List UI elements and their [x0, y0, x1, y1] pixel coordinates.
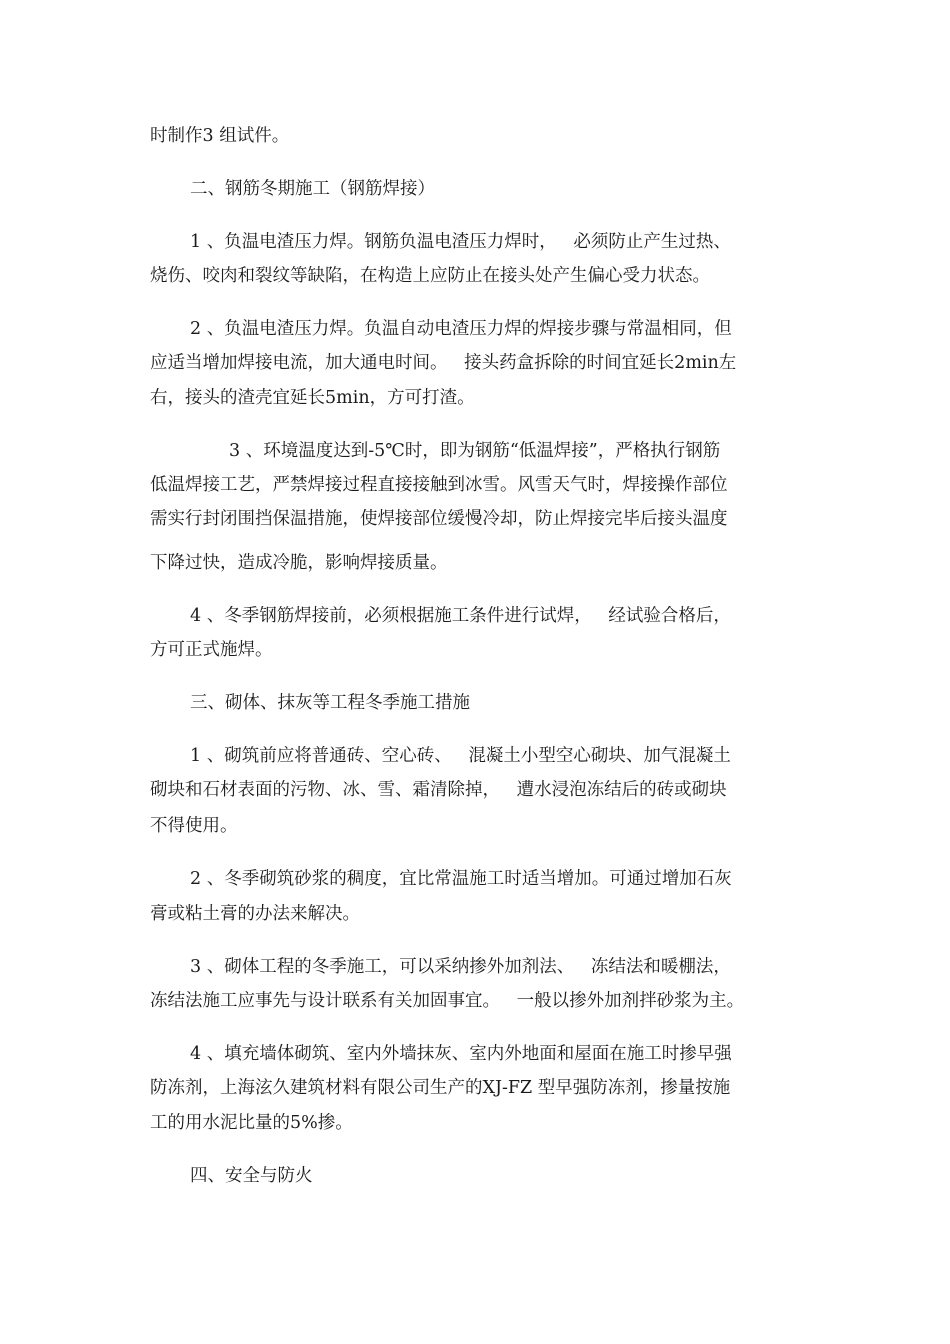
section-heading: 四、安全与防火: [190, 1166, 313, 1186]
text-line: 1 、砌筑前应将普通砖、空心砖、 混凝土小型空心砌块、加气混凝土: [190, 746, 731, 766]
text-line: 不得使用。: [150, 816, 238, 836]
text-line: 2 、负温电渣压力焊。负温自动电渣压力焊的焊接步骤与常温相同，但: [190, 319, 732, 339]
text-line: 膏或粘土膏的办法来解决。: [150, 904, 360, 924]
text-line: 右，接头的渣壳宜延长5min，方可打渣。: [150, 388, 475, 408]
text-line: 应适当增加焊接电流，加大通电时间。 接头药盒拆除的时间宜延长2min左: [150, 353, 737, 373]
text-line: 烧伤、咬肉和裂纹等缺陷，在构造上应防止在接头处产生偏心受力状态。: [150, 266, 710, 286]
text-line: 时制作3 组试件。: [150, 126, 290, 146]
text-line: 工的用水泥比量的5%掺。: [150, 1113, 353, 1133]
text-line: 冻结法施工应事先与设计联系有关加固事宜。 一般以掺外加剂拌砂浆为主。: [150, 991, 745, 1011]
text-line: 1 、负温电渣压力焊。钢筋负温电渣压力焊时， 必须防止产生过热、: [190, 232, 731, 252]
text-line: 需实行封闭围挡保温措施，使焊接部位缓慢冷却，防止焊接完毕后接头温度: [150, 509, 728, 529]
text-line: 方可正式施焊。: [150, 640, 273, 660]
text-line: 3 、环境温度达到-5℃时，即为钢筋“低温焊接”，严格执行钢筋: [229, 441, 721, 461]
text-line: 2 、冬季砌筑砂浆的稠度，宜比常温施工时适当增加。可通过增加石灰: [190, 869, 732, 889]
text-line: 砌块和石材表面的污物、冰、雪、霜清除掉， 遭水浸泡冻结后的砖或砌块: [150, 780, 727, 800]
text-line: 低温焊接工艺，严禁焊接过程直接接触到冰雪。风雪天气时，焊接操作部位: [150, 475, 728, 495]
section-heading: 三、砌体、抹灰等工程冬季施工措施: [190, 693, 470, 713]
text-line: 3 、砌体工程的冬季施工，可以采纳掺外加剂法、 冻结法和暖棚法，: [190, 957, 731, 977]
section-heading: 二、钢筋冬期施工（钢筋焊接）: [190, 179, 435, 199]
text-line: 下降过快，造成冷脆，影响焊接质量。: [150, 553, 448, 573]
text-line: 防冻剂，上海泫久建筑材料有限公司生产的XJ-FZ 型早强防冻剂，掺量按施: [150, 1078, 731, 1098]
text-line: 4 、填充墙体砌筑、室内外墙抹灰、室内外地面和屋面在施工时掺早强: [190, 1044, 732, 1064]
text-line: 4 、冬季钢筋焊接前，必须根据施工条件进行试焊， 经试验合格后，: [190, 606, 731, 626]
